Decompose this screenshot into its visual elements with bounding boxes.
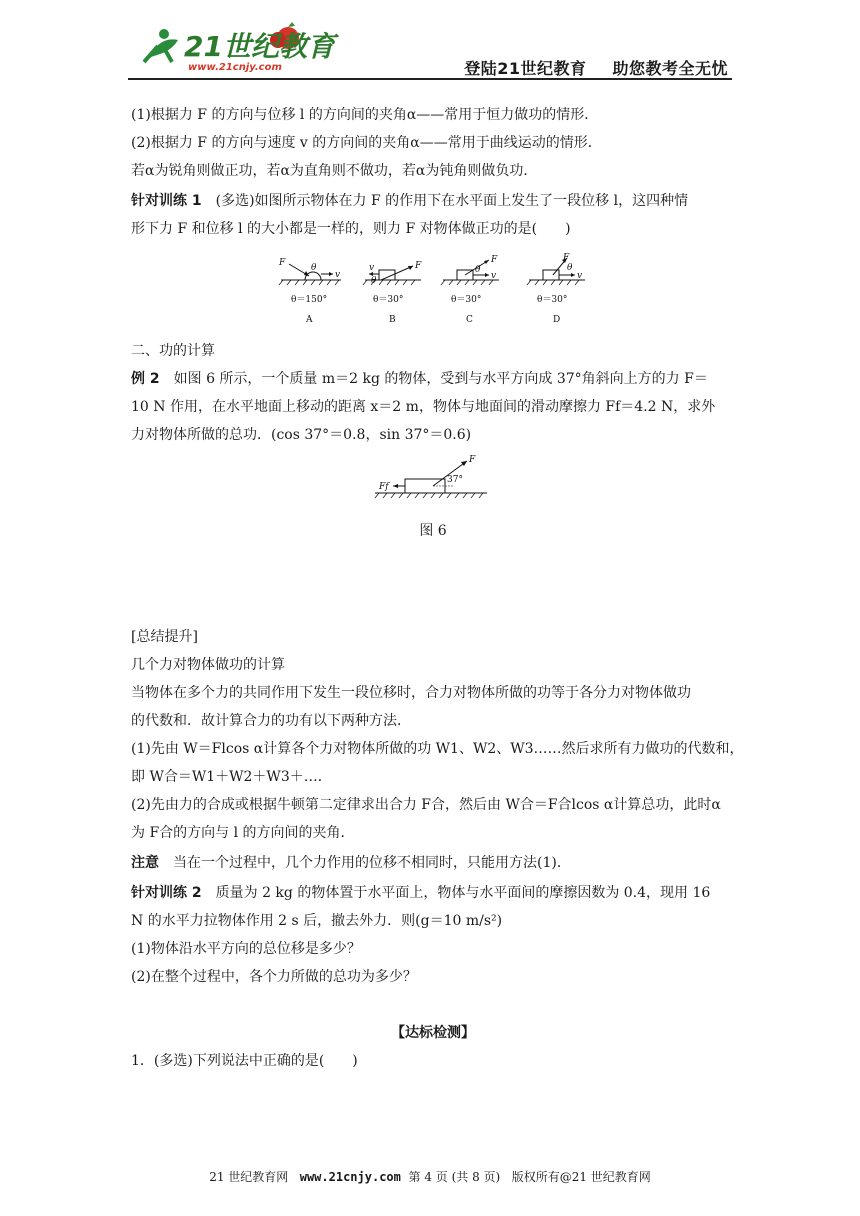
svg-text:D: D [553, 315, 561, 325]
four-option-figure [261, 250, 601, 330]
svg-text:θ: θ [567, 263, 573, 273]
svg-text:B: B [389, 315, 396, 325]
training-text: (多选)如图所示物体在力 F 的作用下在水平面上发生了一段位移 l，这四种情 [215, 193, 689, 209]
text-line: 的代数和．故计算合力的功有以下两种方法． [131, 713, 411, 729]
example-text: 如图 6 所示，一个质量 m＝2 kg 的物体，受到与水平方向成 37°角斜向上方的力 F＝ [173, 371, 708, 387]
text-line: 若α为锐角则做正功，若α为直角则不做功，若α为钝角则做负功． [131, 163, 538, 179]
svg-text:v: v [369, 263, 375, 273]
training-2 [131, 883, 710, 903]
figure-6-caption: 图 6 [419, 523, 447, 539]
svg-text:F: F [415, 261, 422, 271]
footer-copyright: 版权所有@21 世纪教育网 [511, 1170, 651, 1184]
note-label: 注意 [131, 855, 159, 871]
training-label: 针对训练 1 [131, 193, 202, 209]
svg-text:θ: θ [311, 263, 317, 273]
text-line: (2)根据力 F 的方向与速度 v 的方向间的夹角α——常用于曲线运动的情形． [131, 135, 602, 151]
svg-text:C: C [466, 315, 473, 325]
text-line: N 的水平力拉物体作用 2 s 后，撤去外力．则(g＝10 m/s²) [131, 913, 503, 929]
svg-text:F: F [491, 255, 498, 265]
svg-text:v: v [577, 271, 583, 281]
svg-text:θ＝30°: θ＝30° [373, 295, 404, 305]
slogan-right: 助您教考全无忧 [612, 59, 728, 78]
check-question-1: 1．(多选)下列说法中正确的是( ) [131, 1053, 358, 1069]
svg-text:θ＝30°: θ＝30° [451, 295, 482, 305]
text-line: 当物体在多个力的共同作用下发生一段位移时，合力对物体所做的功等于各分力对物体做功 [131, 685, 691, 701]
footer-left: 21 世纪教育网 [209, 1170, 289, 1184]
figure-6 [371, 453, 491, 511]
option-c [441, 255, 499, 325]
force-f-label: F [469, 455, 476, 465]
training-1 [131, 191, 688, 211]
svg-text:v: v [491, 271, 497, 281]
question-1: (1)物体沿水平方向的总位移是多少？ [131, 941, 361, 957]
header-rule [128, 78, 732, 80]
summary-subtitle: 几个力对物体做功的计算 [131, 657, 285, 673]
svg-text:θ: θ [475, 265, 481, 275]
page-footer [0, 1168, 860, 1185]
slogan-left: 登陆21世纪教育 [464, 59, 587, 78]
footer-page: 第 4 页 (共 8 页) [408, 1170, 501, 1184]
option-a [278, 258, 341, 325]
question-2: (2)在整个过程中，各个力所做的总功为多少？ [131, 969, 417, 985]
text-line: 为 F合的方向与 l 的方向间的夹角． [131, 825, 355, 841]
friction-label: Ff [379, 482, 389, 492]
training-label: 针对训练 2 [131, 885, 202, 901]
summary-title: [总结提升] [131, 629, 198, 645]
text-line: 形下力 F 和位移 l 的大小都是一样的，则力 F 对物体做正功的是( ) [131, 221, 571, 237]
svg-text:A: A [306, 315, 313, 325]
logo-21cnjy [128, 18, 335, 76]
text-line: 力对物体所做的总功．(cos 37°＝0.8，sin 37°＝0.6) [131, 427, 472, 443]
section-title: 二、功的计算 [131, 343, 215, 359]
logo-url: www.21cnjy.com [188, 62, 282, 73]
note-text: 当在一个过程中，几个力作用的位移不相同时，只能用方法(1)． [173, 855, 571, 871]
text-line: (2)先由力的合成或根据牛顿第二定律求出合力 F合，然后由 W合＝F合lcos α计算总功，此时α [131, 797, 721, 813]
text-line: 10 N 作用，在水平地面上移动的距离 x＝2 m，物体与地面间的滑动摩擦力 Ff＝4.2 N，求外 [131, 399, 716, 415]
svg-text:F: F [279, 258, 286, 268]
page-header [128, 18, 732, 80]
note [131, 853, 571, 873]
svg-text:θ＝30°: θ＝30° [537, 295, 568, 305]
logo-text: 21世纪教育 [184, 30, 335, 63]
header-slogan [438, 56, 728, 79]
option-d [527, 253, 585, 325]
footer-url[interactable]: www.21cnjy.com [299, 1170, 401, 1184]
svg-text:v: v [335, 270, 341, 280]
text-line: 即 W合＝W1＋W2＋W3＋…． [131, 769, 332, 785]
training-text: 质量为 2 kg 的物体置于水平面上，物体与水平面间的摩擦因数为 0.4，现用 16 [215, 885, 711, 901]
svg-text:F: F [563, 253, 570, 263]
text-line: (1)先由 W＝Flcos α计算各个力对物体所做的功 W1、W2、W3……然后求所有力做功的代数和， [131, 741, 744, 757]
option-b [363, 261, 422, 325]
example-2 [131, 369, 708, 389]
text-line: (1)根据力 F 的方向与位移 l 的方向间的夹角α——常用于恒力做功的情形． [131, 107, 599, 123]
example-label: 例 2 [131, 371, 160, 387]
svg-text:θ: θ [371, 276, 377, 286]
check-section-title: 【达标检测】 [391, 1025, 475, 1041]
svg-text:θ＝150°: θ＝150° [291, 295, 328, 305]
angle-label: 37° [447, 475, 463, 485]
